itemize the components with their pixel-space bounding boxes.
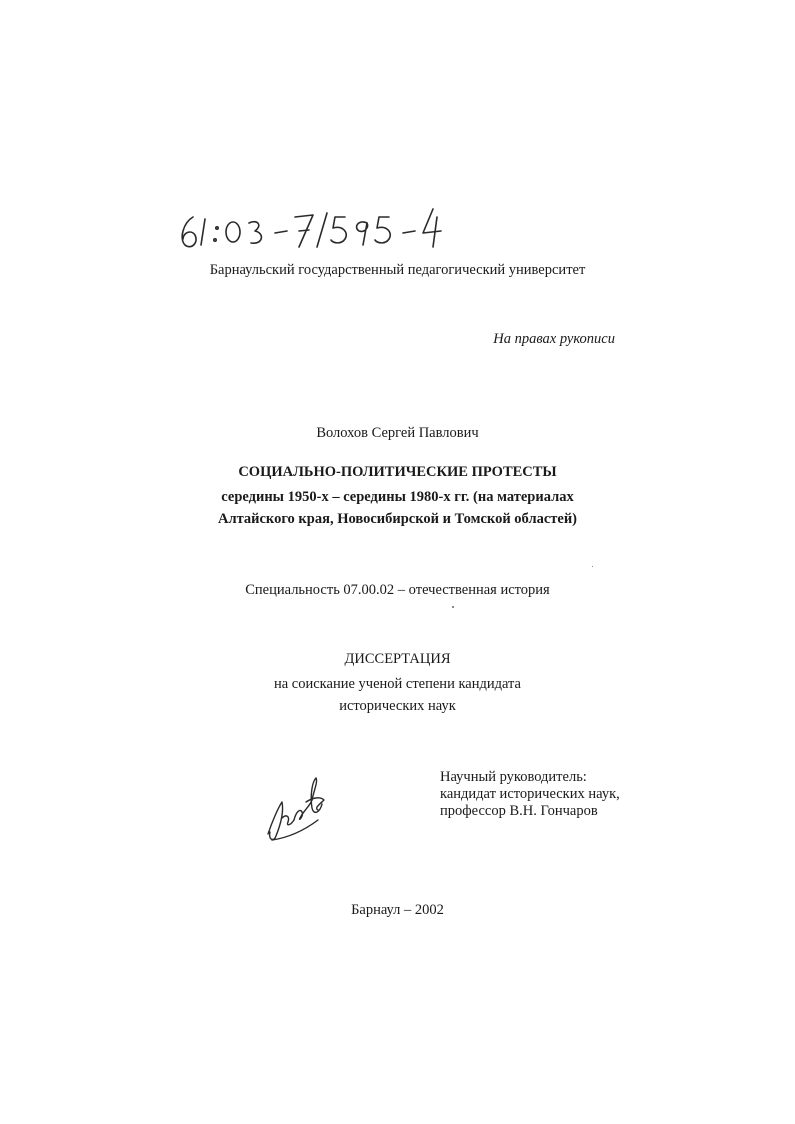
supervisor-label: Научный руководитель: — [440, 769, 587, 785]
manuscript-rights-note: На правах рукописи — [493, 331, 615, 347]
scan-speck — [592, 566, 593, 567]
degree-line1: на соискание ученой степени кандидата — [273, 676, 521, 692]
supervisor-degree: кандидат исторических наук, — [440, 786, 620, 802]
signature — [262, 772, 332, 844]
specialty: Специальность 07.00.02 – отечественная история — [245, 582, 550, 598]
dissertation-subtitle-line2: Алтайского края, Новосибирской и Томской областей) — [217, 511, 578, 527]
city-year: Барнаул – 2002 — [351, 902, 444, 918]
supervisor-name: профессор В.Н. Гончаров — [440, 803, 598, 819]
dissertation-heading: ДИССЕРТАЦИЯ — [344, 651, 451, 667]
university-name: Барнаульский государственный педагогический университет — [209, 262, 586, 278]
dissertation-title: СОЦИАЛЬНО-ПОЛИТИЧЕСКИЕ ПРОТЕСТЫ — [238, 464, 557, 480]
scan-speck — [452, 606, 454, 608]
handwritten-archive-code — [175, 195, 475, 255]
dissertation-subtitle-line1: середины 1950-х – середины 1980-х гг. (на материалах — [221, 489, 574, 505]
supervisor-block — [440, 769, 620, 820]
author-name: Волохов Сергей Павлович — [316, 425, 479, 441]
degree-line2: исторических наук — [339, 698, 456, 714]
